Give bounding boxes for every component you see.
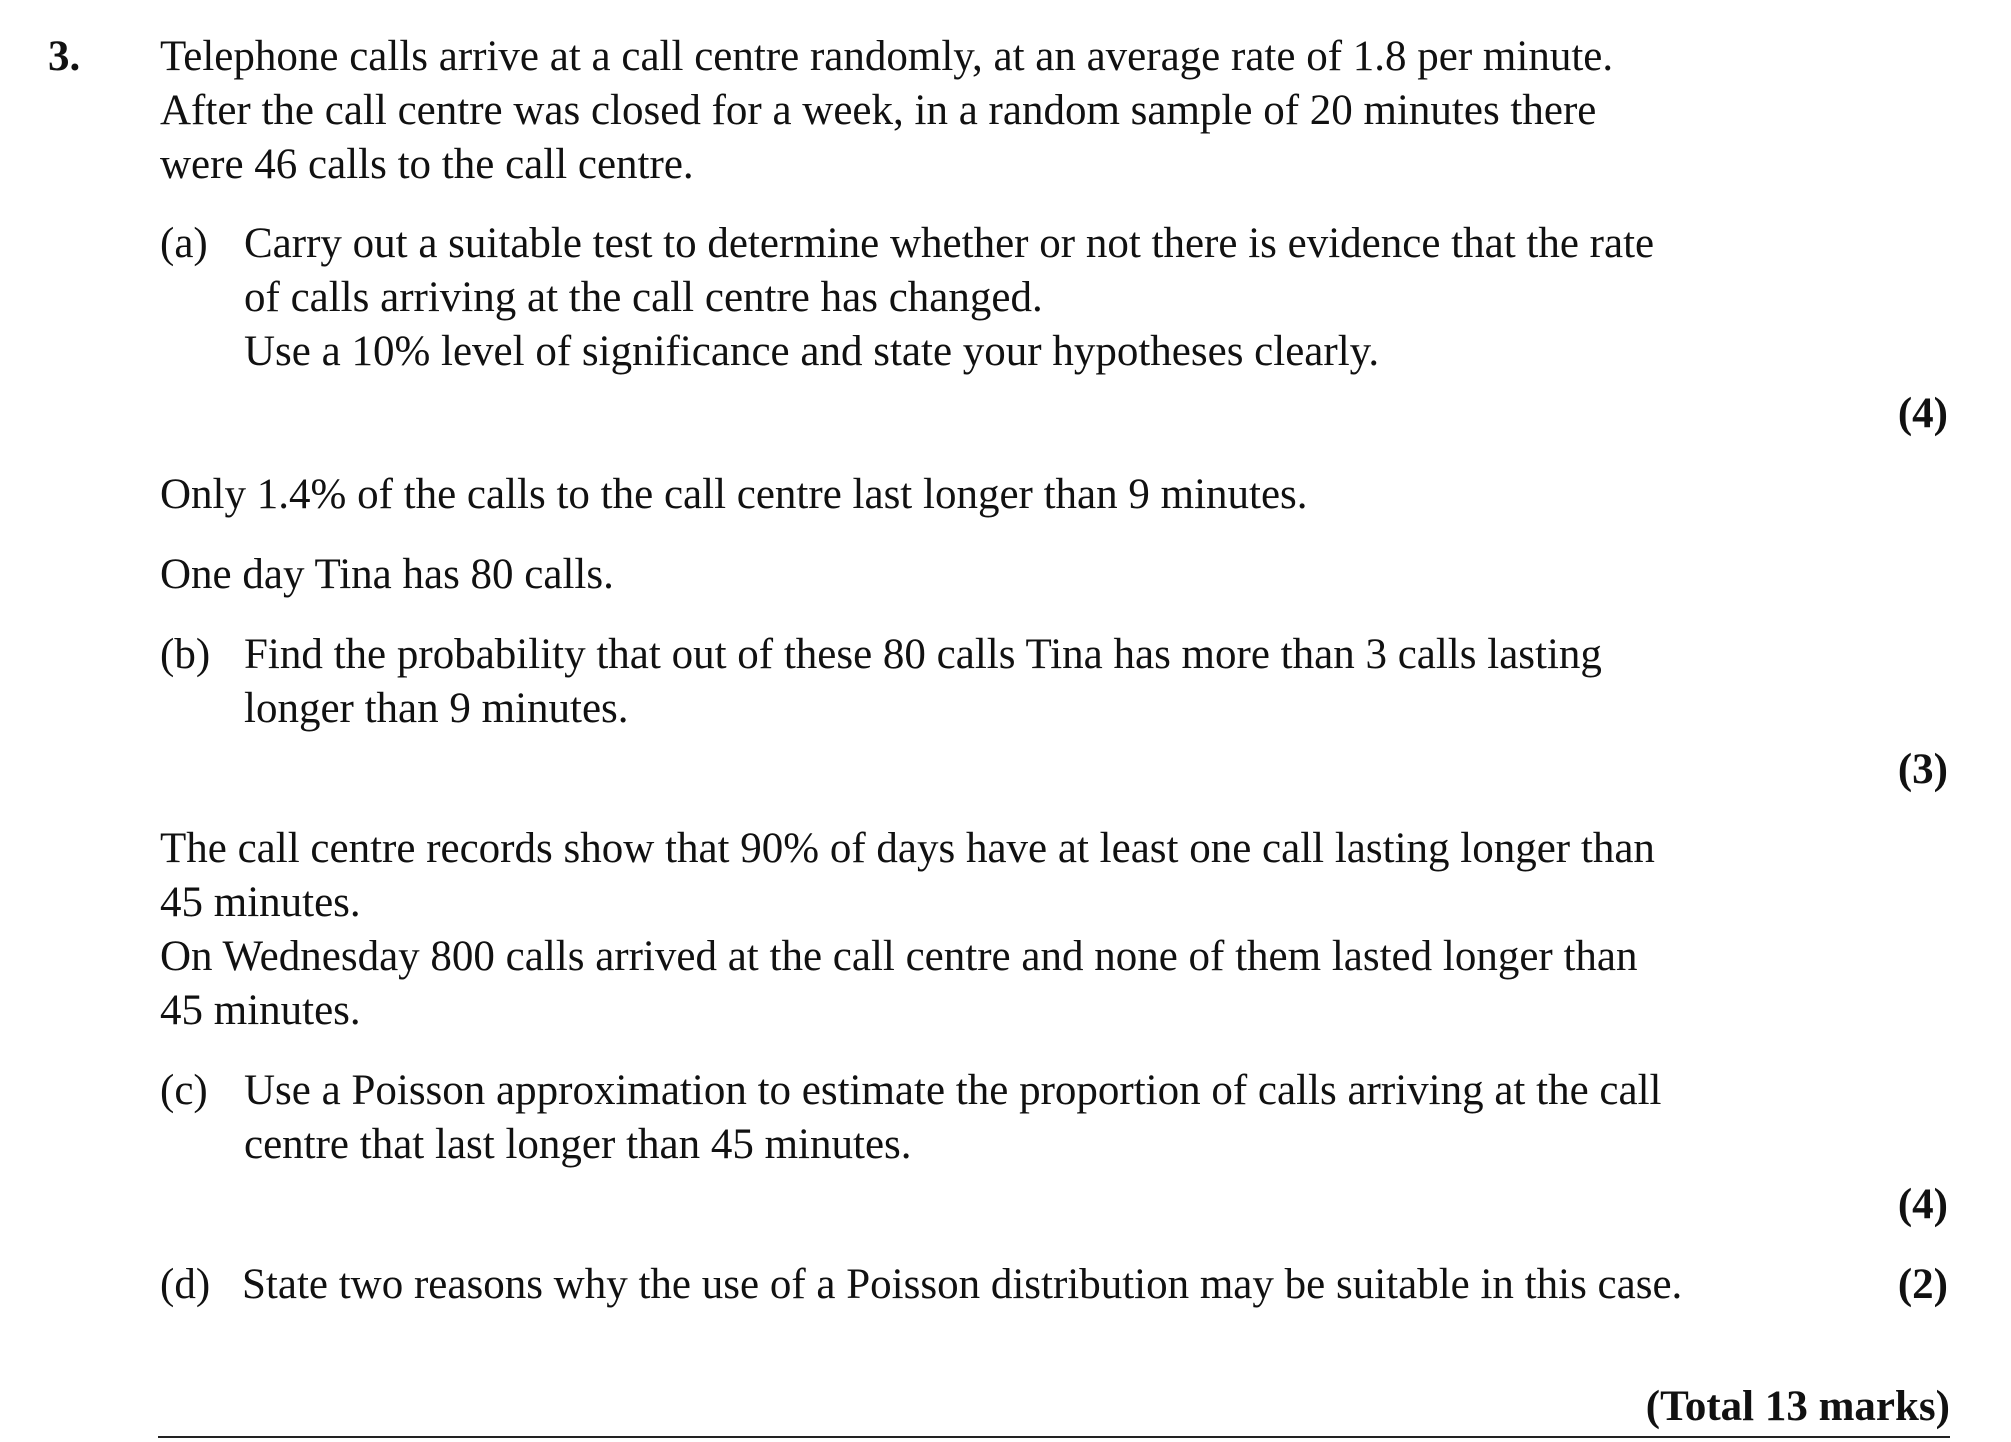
part-a-label: (a)	[160, 220, 208, 267]
question-intro	[160, 30, 1613, 192]
info-3-line: The call centre records show that 90% of days have at least one call lasting longer than	[160, 825, 1655, 872]
total-marks: (Total 13 marks)	[1645, 1383, 1950, 1430]
part-a-line: Use a 10% level of significance and state your hypotheses clearly.	[244, 328, 1380, 375]
intro-line: After the call centre was closed for a week, in a random sample of 20 minutes there	[160, 87, 1597, 134]
info-text-2: One day Tina has 80 calls.	[160, 551, 614, 598]
intro-line: Telephone calls arrive at a call centre randomly, at an average rate of 1.8 per minute.	[160, 33, 1614, 80]
part-b-line: longer than 9 minutes.	[244, 685, 629, 732]
info-text-1: Only 1.4% of the calls to the call centre last longer than 9 minutes.	[160, 471, 1308, 518]
part-c-text	[244, 1064, 1661, 1172]
part-c-line: Use a Poisson approximation to estimate the proportion of calls arriving at the call	[244, 1067, 1662, 1114]
part-b-label: (b)	[160, 631, 211, 678]
part-d-label: (d)	[160, 1261, 211, 1308]
intro-line: were 46 calls to the call centre.	[160, 141, 694, 188]
part-a-line: Carry out a suitable test to determine whether or not there is evidence that the rate	[244, 220, 1655, 267]
part-b-text	[244, 628, 1602, 736]
part-a-text	[244, 217, 1654, 379]
part-b-line: Find the probability that out of these 80 calls Tina has more than 3 calls lasting	[244, 631, 1602, 678]
part-b-marks: (3)	[1897, 746, 1948, 793]
info-3-line: 45 minutes.	[160, 879, 361, 926]
part-a-line: of calls arriving at the call centre has changed.	[244, 274, 1043, 321]
part-c-marks: (4)	[1897, 1181, 1948, 1228]
part-d-marks: (2)	[1897, 1261, 1948, 1308]
part-a-marks: (4)	[1897, 390, 1948, 437]
question-number: 3.	[48, 33, 81, 80]
part-c-label: (c)	[160, 1067, 208, 1114]
bottom-rule	[158, 1436, 1950, 1438]
part-d-text: State two reasons why the use of a Poisson distribution may be suitable in this case.	[242, 1261, 1683, 1308]
info-3-line: 45 minutes.	[160, 987, 361, 1034]
info-text-3	[160, 822, 1655, 1038]
part-c-line: centre that last longer than 45 minutes.	[244, 1121, 912, 1168]
info-3-line: On Wednesday 800 calls arrived at the call centre and none of them lasted longer than	[160, 933, 1638, 980]
